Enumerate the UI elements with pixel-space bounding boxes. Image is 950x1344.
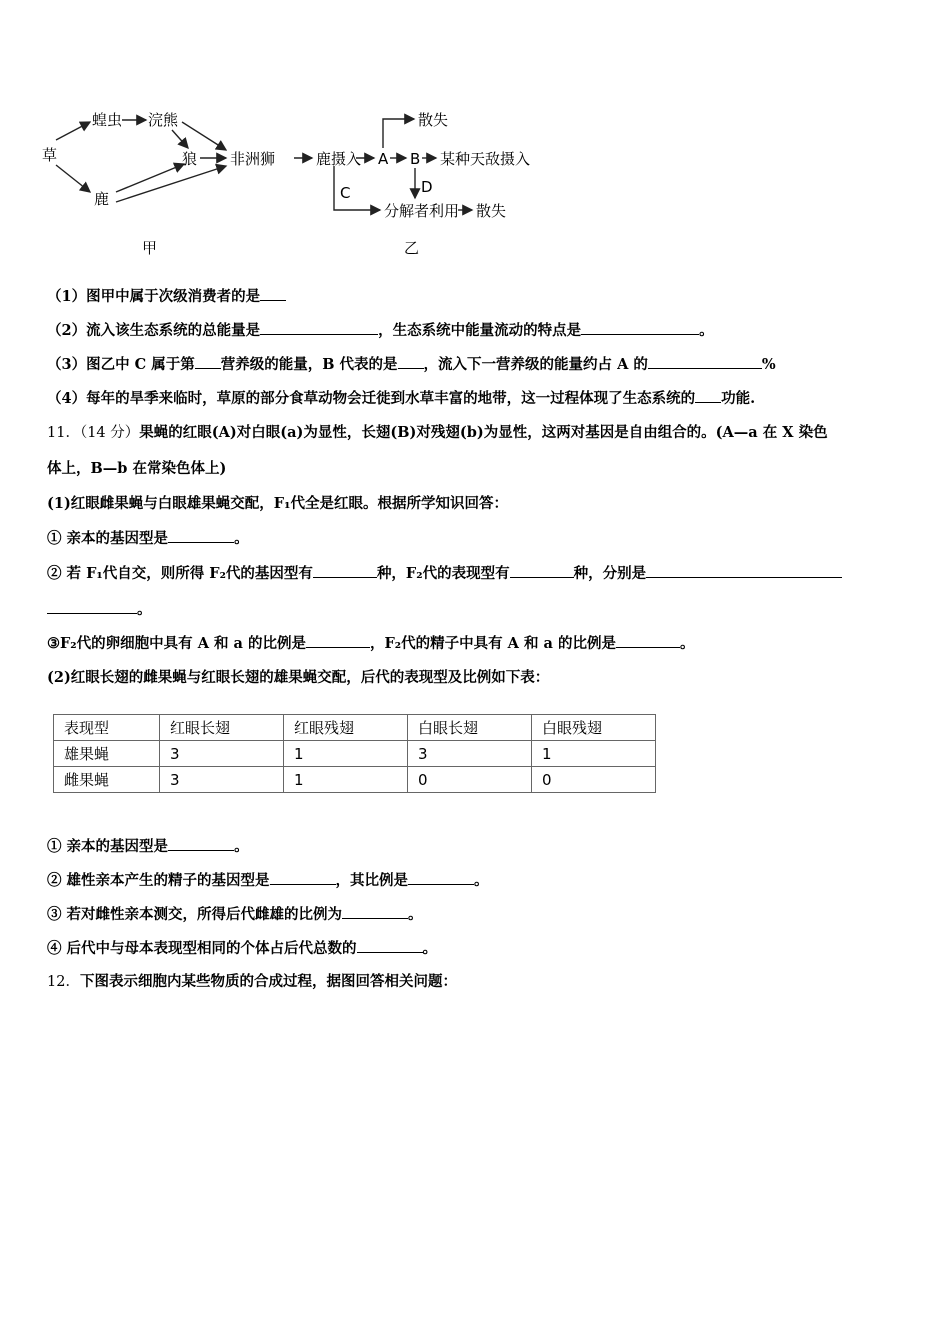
q11-r4: ④ 后代中与母本表现型相同的个体占后代总数的 。 — [47, 940, 438, 957]
energy-flow-figure — [290, 100, 540, 265]
arrow-grass-locust — [56, 122, 90, 140]
q11-part1-intro: (1)红眼雌果蝇与白眼雄果蝇交配，F₁代全是红眼。根据所学知识回答： — [47, 495, 508, 512]
answer-blank[interactable] — [260, 286, 286, 301]
q11-sub2: ② 若 F₁代自交，则所得 F₂代的基因型有 种，F₂代的表现型有 种，分别是 — [47, 563, 842, 584]
arrow-bear-wolf — [172, 130, 188, 148]
q11-part2-intro: (2)红眼长翅的雌果蝇与红眼长翅的雄果蝇交配，后代的表现型及比例如下表： — [47, 669, 550, 686]
food-web-figure — [40, 100, 280, 265]
q11-r2: ② 雄性亲本产生的精子的基因型是 ，其比例是 。 — [47, 872, 489, 889]
q11-sub1: ① 亲本的基因型是 。 — [47, 530, 249, 547]
table-cell: 雌果蝇 — [54, 767, 160, 793]
answer-blank[interactable] — [648, 354, 762, 369]
label-lost-bottom: 散失 — [476, 202, 507, 220]
q10-part3: （3）图乙中 C 属于第 营养级的能量，B 代表的是 ，流入下一营养级的能量约占 A 的 % — [47, 356, 776, 373]
table-cell: 0 — [532, 767, 656, 793]
answer-blank[interactable] — [616, 633, 680, 648]
figure-caption-jia: 甲 — [142, 239, 158, 257]
answer-blank[interactable] — [646, 563, 842, 578]
table-cell: 0 — [408, 767, 532, 793]
node-deer: 鹿 — [94, 190, 110, 208]
arrow-deer-wolf — [116, 164, 184, 192]
answer-blank[interactable] — [47, 599, 137, 614]
node-grass: 草 — [42, 146, 58, 164]
table-cell: 3 — [408, 741, 532, 767]
arrow-bear-lion — [182, 122, 226, 150]
q12-stem: 12．下图表示细胞内某些物质的合成过程，据图回答相关问题： — [47, 973, 457, 990]
table-cell: 1 — [284, 741, 408, 767]
table-cell: 表现型 — [54, 715, 160, 741]
q10-part1: （1）图甲中属于次级消费者的是 — [47, 286, 286, 307]
question-number: 11．（14 分） — [47, 425, 140, 441]
answer-blank[interactable] — [306, 633, 370, 648]
node-bear: 浣熊 — [148, 111, 179, 129]
answer-blank[interactable] — [695, 388, 721, 403]
arrow-deer-lion — [116, 166, 226, 202]
table-cell: 1 — [532, 741, 656, 767]
table-cell: 白眼长翅 — [408, 715, 532, 741]
q11-sub2-cont: 。 — [47, 599, 152, 620]
table-row — [54, 767, 656, 793]
node-locust: 蝗虫 — [92, 111, 123, 129]
label-enemy: 某种天敌摄入 — [440, 150, 531, 168]
label-a: A — [378, 150, 389, 168]
table-row — [54, 741, 656, 767]
table-cell: 白眼残翅 — [532, 715, 656, 741]
q11-r1: ① 亲本的基因型是 。 — [47, 838, 249, 855]
answer-blank[interactable] — [408, 870, 474, 885]
table-cell: 红眼长翅 — [160, 715, 284, 741]
question-number: 12． — [47, 974, 80, 990]
answer-blank[interactable] — [195, 354, 221, 369]
table-cell: 雄果蝇 — [54, 741, 160, 767]
answer-blank[interactable] — [168, 836, 234, 851]
q10-part4: （4）每年的旱季来临时，草原的部分食草动物会迁徙到水草丰富的地带，这一过程体现了生态系统的 功能. — [47, 390, 756, 407]
figure-caption-yi: 乙 — [404, 239, 420, 257]
answer-blank[interactable] — [313, 563, 377, 578]
q11-stem-line1: 11．（14 分）果蝇的红眼(A)对白眼(a)为显性，长翅(B)对残翅(b)为显性，这两对基因是自由组合的。(A—a 在 X 染色 — [47, 424, 828, 441]
node-lion: 非洲狮 — [230, 150, 276, 168]
q10-part2: （2）流入该生态系统的总能量是 ，生态系统中能量流动的特点是 。 — [47, 322, 714, 339]
table-cell: 3 — [160, 741, 284, 767]
table-header-row — [54, 715, 656, 741]
label-d: D — [421, 178, 433, 196]
table-cell: 3 — [160, 767, 284, 793]
answer-blank[interactable] — [398, 354, 424, 369]
label-intake: 鹿摄入 — [316, 150, 362, 168]
q11-r3: ③ 若对雌性亲本测交，所得后代雌雄的比例为 。 — [47, 906, 423, 923]
q11-sub3: ③F₂代的卵细胞中具有 A 和 a 的比例是 ，F₂代的精子中具有 A 和 a 的比例是 。 — [47, 635, 695, 652]
answer-blank[interactable] — [581, 320, 699, 335]
table-cell: 红眼残翅 — [284, 715, 408, 741]
label-decomposer: 分解者利用 — [384, 202, 460, 220]
label-b: B — [410, 150, 421, 168]
q11-stem-line2: 体上，B—b 在常染色体上) — [47, 460, 227, 477]
label-lost-top: 散失 — [418, 111, 449, 129]
node-wolf: 狼 — [182, 150, 198, 168]
answer-blank[interactable] — [270, 870, 336, 885]
answer-blank[interactable] — [260, 320, 378, 335]
table-cell: 1 — [284, 767, 408, 793]
label-c: C — [340, 184, 351, 202]
answer-blank[interactable] — [510, 563, 574, 578]
answer-blank[interactable] — [168, 528, 234, 543]
answer-blank[interactable] — [342, 904, 408, 919]
offspring-table — [53, 714, 656, 793]
arrow-grass-deer — [56, 165, 90, 192]
arrow-a-lost — [383, 119, 414, 148]
answer-blank[interactable] — [357, 938, 423, 953]
